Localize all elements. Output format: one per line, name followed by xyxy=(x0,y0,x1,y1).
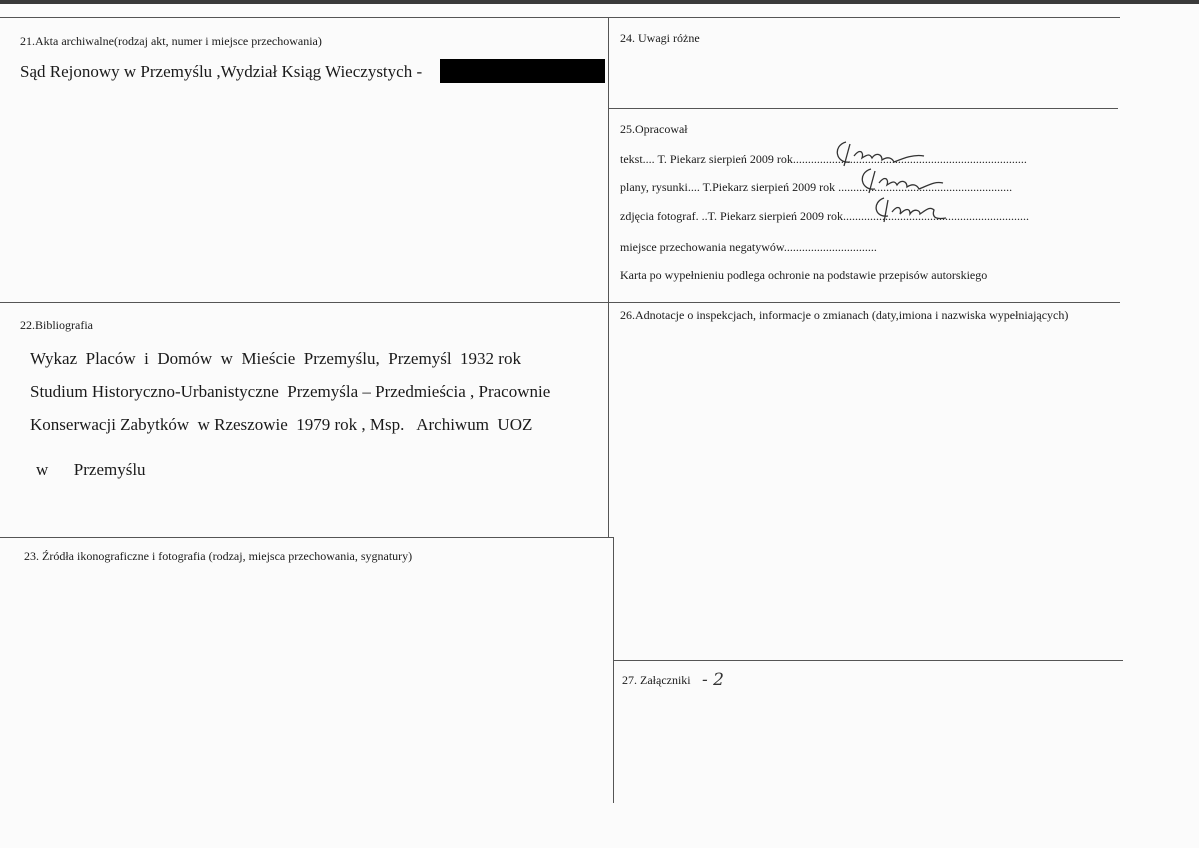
divider xyxy=(613,660,1123,661)
section-25-line: tekst.... T. Piekarz sierpień 2009 rok.............................................................................. xyxy=(620,152,1027,166)
section-25-line: zdjęcia fotograf. ..T. Piekarz sierpień 2009 rok.............................................................. xyxy=(620,209,1030,223)
section-21-value: Sąd Rejonowy w Przemyślu ,Wydział Ksiąg Wieczystych - xyxy=(20,62,423,81)
section-25-line: plany, rysunki.... T.Piekarz sierpień 2009 rok .......................................................... xyxy=(620,180,1013,194)
divider xyxy=(0,17,1120,18)
section-26-label: 26.Adnotacje o inspekcjach, informacje o zmianach (daty,imiona i nazwiska wypełniających) xyxy=(620,308,1069,322)
section-25-label: 25.Opracował xyxy=(620,122,688,136)
bibliography-line: Konserwacji Zabytków w Rzeszowie 1979 rok , Msp. Archiwum UOZ xyxy=(30,415,533,434)
signature xyxy=(870,194,960,224)
divider xyxy=(608,108,1118,109)
redaction-box xyxy=(440,59,605,83)
signature xyxy=(828,138,938,168)
section-25-line: miejsce przechowania negatywów............................... xyxy=(620,240,877,254)
divider xyxy=(0,302,1120,303)
section-27-label: 27. Załączniki xyxy=(622,673,691,687)
section-22-label: 22.Bibliografia xyxy=(20,318,93,332)
section-23-label: 23. Źródła ikonograficzne i fotografia (rodzaj, miejsca przechowania, sygnatury) xyxy=(24,549,413,563)
section-24-label: 24. Uwagi różne xyxy=(620,31,700,45)
divider xyxy=(0,537,613,538)
bibliography-line: w Przemyślu xyxy=(36,460,146,479)
divider xyxy=(613,537,614,803)
section-25-line: Karta po wypełnieniu podlega ochronie na podstawie przepisów autorskiego xyxy=(620,268,988,282)
section-27-handwritten-value: - 2 xyxy=(702,670,724,690)
section-21-label: 21.Akta archiwalne(rodzaj akt, numer i miejsce przechowania) xyxy=(20,34,322,48)
divider xyxy=(608,17,609,537)
bibliography-line: Wykaz Placów i Domów w Mieście Przemyślu, Przemyśl 1932 rok xyxy=(30,349,521,368)
signature xyxy=(855,165,955,195)
bibliography-line: Studium Historyczno-Urbanistyczne Przemyśla – Przedmieścia , Pracownie xyxy=(30,382,551,401)
scan-edge xyxy=(0,0,1199,4)
